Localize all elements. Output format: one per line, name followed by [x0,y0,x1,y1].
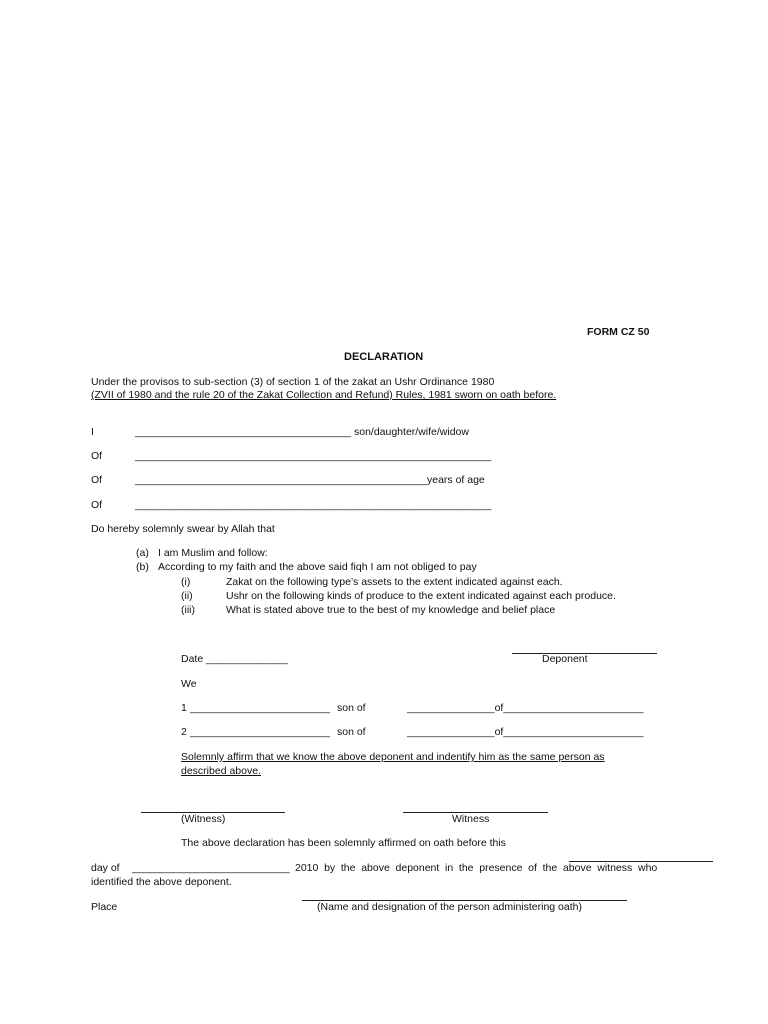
witness-2-number: 2 [181,726,187,738]
witness-1-of-field[interactable]: _______________of________________________ [407,702,644,714]
we-label: We [181,678,197,690]
place-label: Place [91,901,118,913]
clause-b-label: (b) [136,561,149,573]
age-field[interactable]: __________________________________________________years of age [135,474,485,486]
day-field[interactable]: ___________________________ [132,862,290,874]
subclause-ii-label: (ii) [181,590,193,602]
of-label-1: Of [91,450,103,462]
swear-text: Do hereby solemnly swear by Allah that [91,523,275,535]
intro-line-2: (ZVII of 1980 and the rule 20 of the Zakat Collection and Refund) Rules, 1981 sworn on oath before. [91,389,557,401]
subclause-iii-label: (iii) [181,604,195,616]
witness-1-number: 1 [181,702,187,714]
witness-left-label: (Witness) [181,813,226,825]
date-field[interactable]: ______________ [206,653,288,665]
i-name-field[interactable]: _____________________________________ son/daughter/wife/widow [135,426,469,438]
subclause-ii-text: Ushr on the following kinds of produce to the extent indicated against each produce. [226,590,616,602]
witness-right-label: Witness [452,813,490,825]
subclause-iii-text: What is stated above true to the best of my knowledge and belief place [226,604,556,616]
form-code: FORM CZ 50 [587,326,650,338]
witness-1-name-field[interactable]: ________________________ [190,702,331,714]
witness-2-son-of: son of [337,726,366,738]
clause-a-text: I am Muslim and follow: [158,547,268,559]
deponent-label: Deponent [542,653,588,665]
date-label: Date [181,653,204,665]
affirm-line-1: Solemnly affirm that we know the above deponent and indentify him as the same person as [181,751,605,763]
day-of-label: day of [91,862,120,874]
intro-line-1: Under the provisos to sub-section (3) of section 1 of the zakat an Ushr Ordinance 1980 [91,376,495,388]
identified-text: identified the above deponent. [91,876,232,888]
page-title: DECLARATION [344,351,424,363]
witness-1-son-of: son of [337,702,366,714]
subclause-i-label: (i) [181,576,191,588]
clause-b-text: According to my faith and the above said fiqh I am not obliged to pay [158,561,477,573]
of-field-3[interactable]: _____________________________________________________________ [135,499,492,511]
i-label: I [91,426,94,438]
subclause-i-text: Zakat on the following type’s assets to the extent indicated against each. [226,576,563,588]
of-label-2: Of [91,474,103,486]
clause-a-label: (a) [136,547,149,559]
witness-2-name-field[interactable]: ________________________ [190,726,331,738]
witness-2-of-field[interactable]: _______________of________________________ [407,726,644,738]
affirm-line-2: described above. [181,765,261,777]
administering-label: (Name and designation of the person administering oath) [317,901,582,913]
of-label-3: Of [91,499,103,511]
of-field-1[interactable]: _____________________________________________________________ [135,450,492,462]
day-of-rest: 2010 by the above deponent in the presence of the above witness who [295,862,658,874]
affirmed-text: The above declaration has been solemnly affirmed on oath before this [181,837,506,849]
